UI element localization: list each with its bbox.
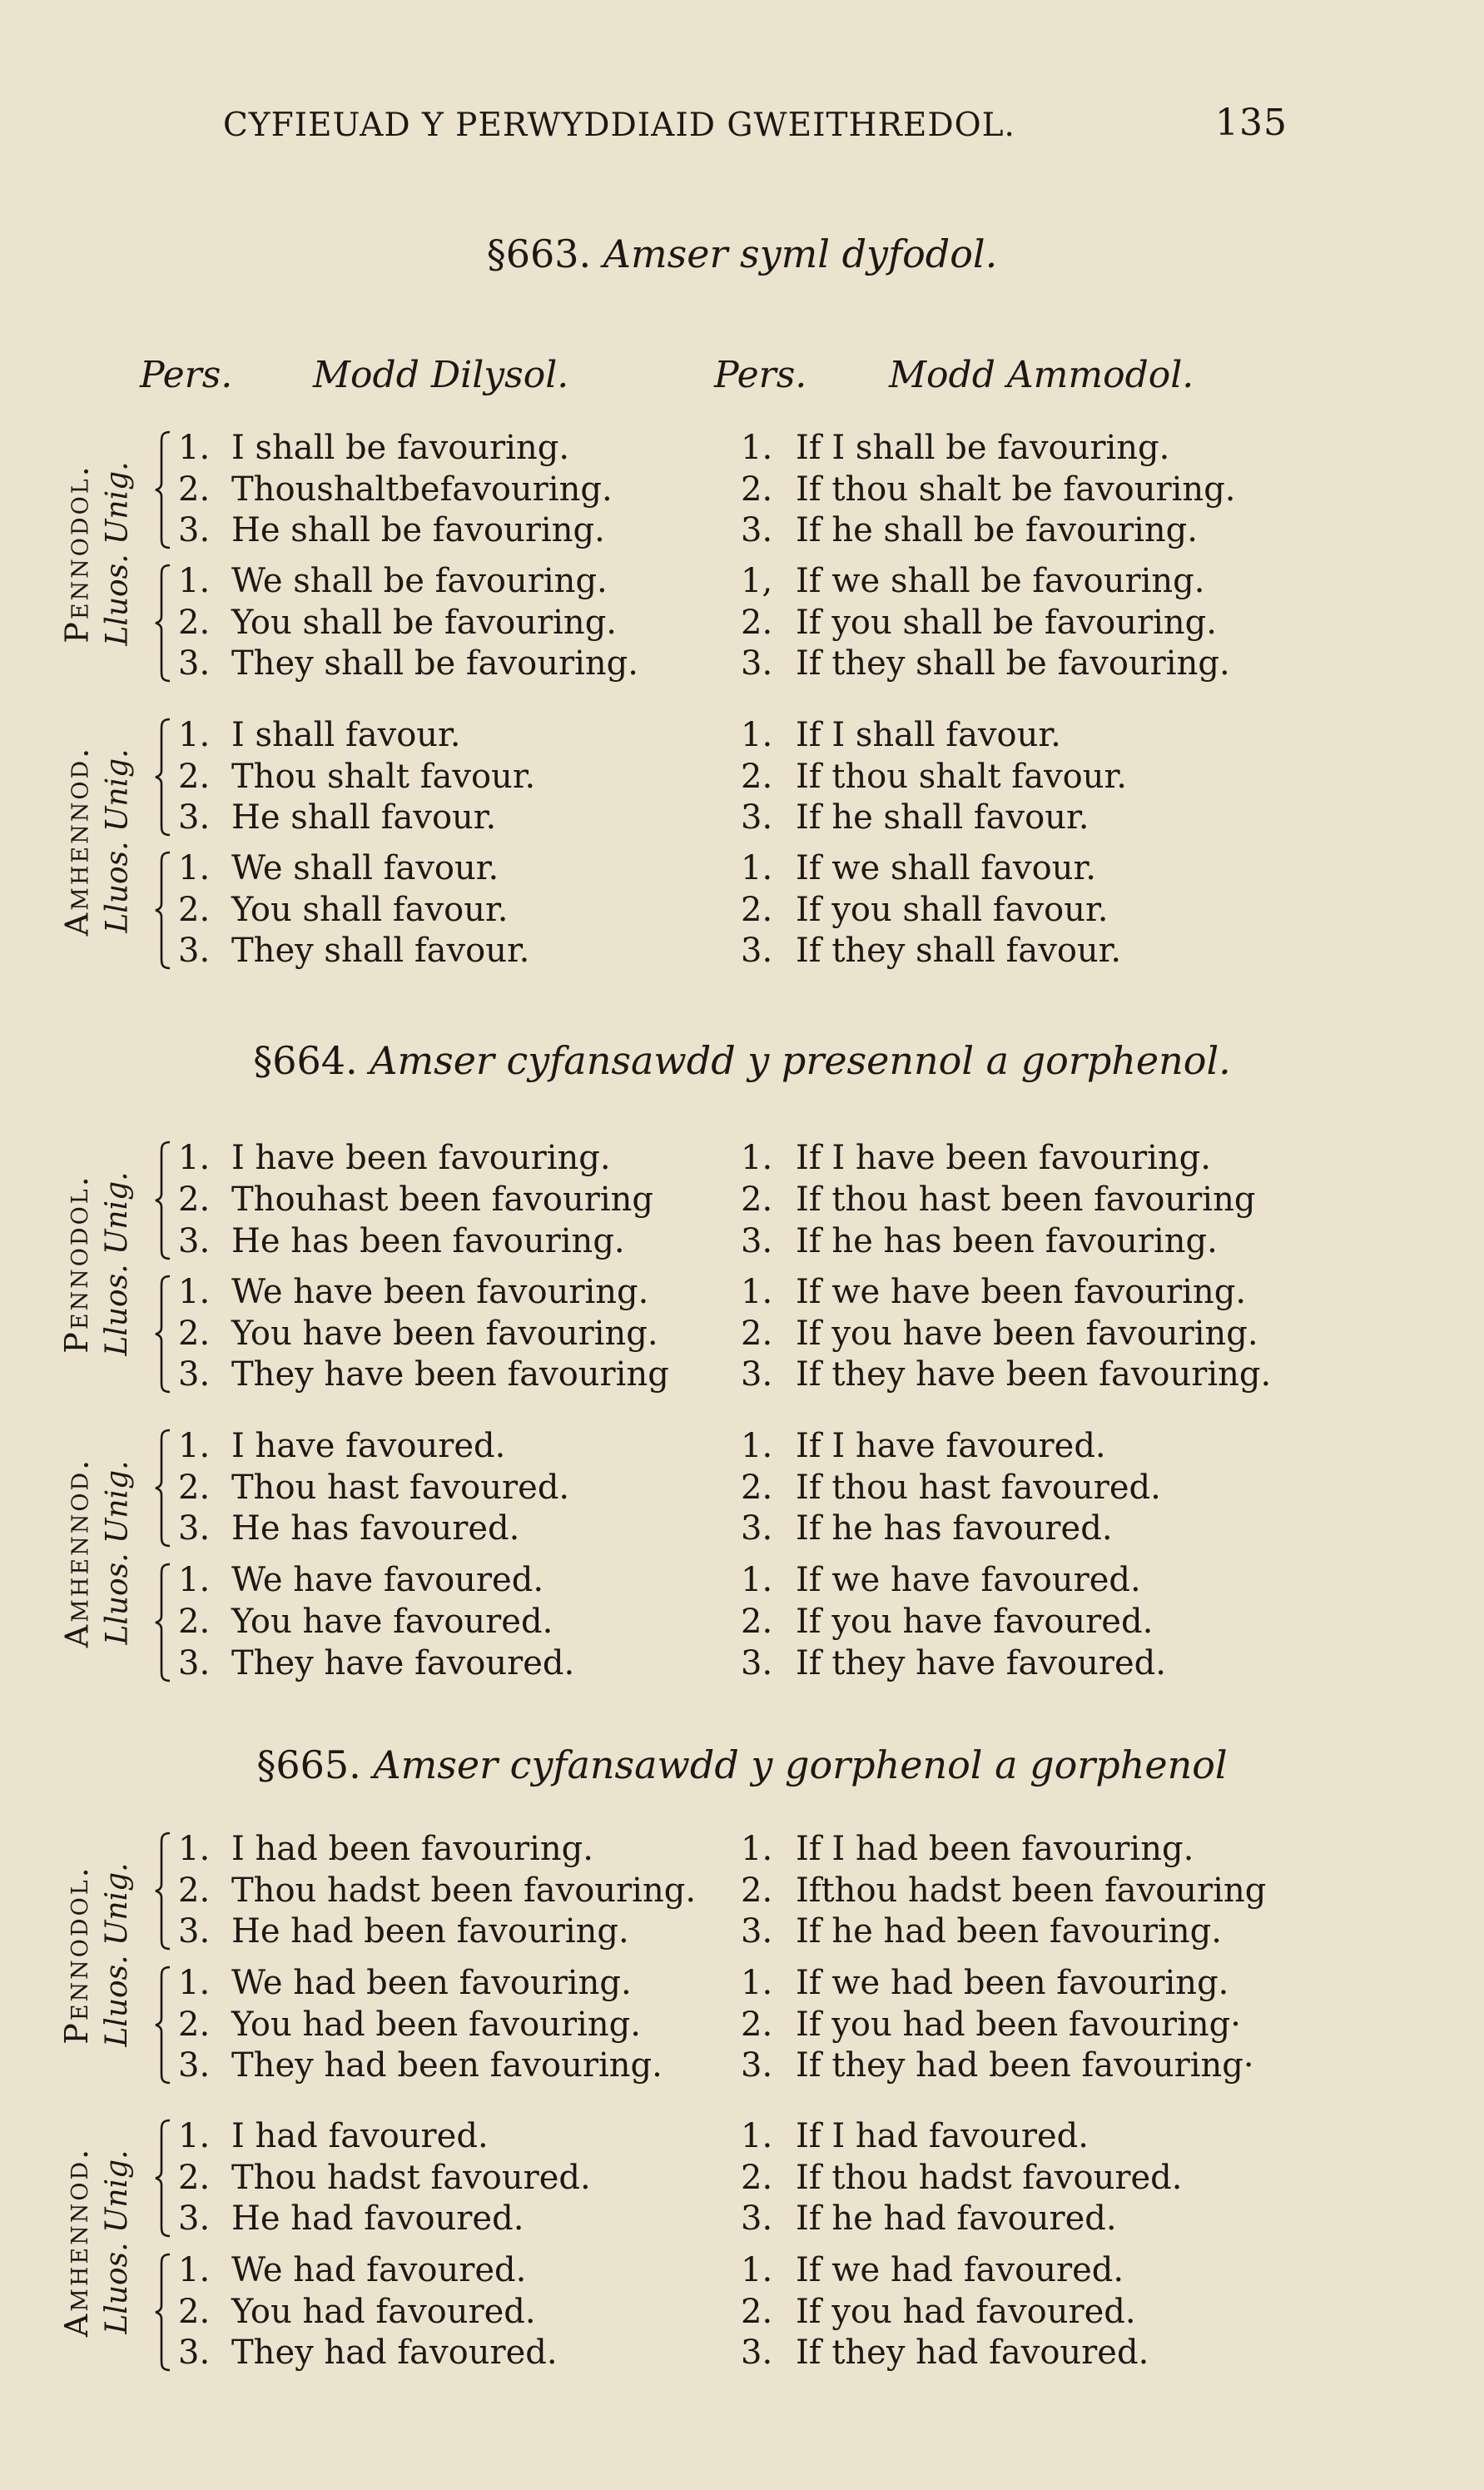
indicative-form: They had been favouring. — [231, 2046, 663, 2085]
conjugation-row — [0, 2159, 1484, 2199]
person-number: 2. — [741, 1469, 773, 1507]
person-number: 3. — [741, 2046, 773, 2085]
conjugation-row — [0, 1871, 1484, 1911]
person-number: 1. — [178, 1427, 211, 1465]
person-number: 1. — [178, 1964, 211, 2002]
conjugation-row — [0, 1355, 1484, 1395]
person-number: 3. — [741, 1222, 773, 1260]
conjugation-row — [0, 2251, 1484, 2291]
person-number: 1. — [178, 716, 211, 754]
person-number: 2. — [178, 2293, 211, 2331]
person-number: 3. — [741, 2333, 773, 2372]
person-number: 3. — [178, 1644, 211, 1682]
conditional-form: If he has favoured. — [796, 1509, 1113, 1548]
tense-name: Amser syml dyfodol. — [603, 231, 998, 276]
indicative-form: You had been favouring. — [231, 2005, 641, 2044]
conjugation-row — [0, 2005, 1484, 2045]
indicative-form: He shall be favouring. — [231, 511, 605, 549]
conjugation-row — [0, 1912, 1484, 1952]
indicative-form: They have been favouring — [231, 1355, 669, 1394]
indicative-form: I have been favouring. — [231, 1139, 611, 1177]
conditional-form: If he has been favouring. — [796, 1222, 1218, 1260]
tense-name: Amser cyfansawdd y presennol a gorphenol. — [370, 1038, 1231, 1083]
conjugation-row — [0, 1273, 1484, 1313]
indicative-form: He had favoured. — [231, 2199, 524, 2238]
person-number: 3. — [741, 1912, 773, 1951]
person-number: 1. — [741, 1139, 773, 1177]
running-header — [0, 102, 1484, 152]
person-number: 3. — [741, 798, 773, 837]
conjugation-row — [0, 1603, 1484, 1643]
conjugation-row — [0, 470, 1484, 510]
indicative-form: You have favoured. — [231, 1603, 553, 1641]
conditional-form: If we shall favour. — [796, 849, 1096, 887]
person-number: 3. — [741, 511, 773, 549]
indicative-form: You shall be favouring. — [231, 604, 618, 642]
person-number: 1. — [741, 849, 773, 887]
conjugation-row — [0, 932, 1484, 972]
conditional-form: If they have been favouring. — [796, 1355, 1272, 1394]
conjugation-row — [0, 2046, 1484, 2086]
person-label: Amhennod. — [58, 1457, 95, 1648]
person-number: 2. — [178, 1871, 211, 1910]
indicative-form: He has favoured. — [231, 1509, 520, 1548]
conditional-form: If we shall be favouring. — [796, 562, 1205, 600]
conditional-form: If we had been favouring. — [796, 1964, 1229, 2002]
conditional-form: If I have been favouring. — [796, 1139, 1211, 1177]
person-number: 1. — [741, 1830, 773, 1868]
indicative-form: You had favoured. — [231, 2293, 536, 2331]
indicative-form: We shall be favouring. — [231, 562, 608, 600]
indicative-form: I had been favouring. — [231, 1830, 593, 1868]
person-label: Pennodol. — [58, 1174, 95, 1354]
pers-header-right: Pers. — [714, 354, 807, 396]
conjugation-row — [0, 1427, 1484, 1467]
person-number: 1. — [178, 429, 211, 467]
conjugation-row — [0, 2333, 1484, 2373]
indicative-form: Thoushaltbefavouring. — [231, 470, 613, 509]
number-label: Lluos. Unig. — [100, 2150, 134, 2334]
conditional-form: If he shall favour. — [796, 798, 1089, 837]
conditional-form: If thou shalt be favouring. — [796, 470, 1236, 509]
number-label: Lluos. Unig. — [100, 1862, 134, 2047]
conjugation-row — [0, 716, 1484, 756]
conditional-form: If I had been favouring. — [796, 1830, 1194, 1868]
person-number: 3. — [741, 2199, 773, 2238]
person-number: 1. — [178, 2251, 211, 2289]
indicative-form: I shall favour. — [231, 716, 461, 754]
conditional-form: Ifthou hadst been favouring — [796, 1871, 1267, 1910]
number-label: Lluos. Unig. — [100, 1171, 134, 1356]
person-number: 2. — [178, 604, 211, 642]
conditional-form: If we have favoured. — [796, 1561, 1141, 1599]
indicative-form: We have favoured. — [231, 1561, 544, 1599]
conjugation-row — [0, 1561, 1484, 1601]
conjugation-row — [0, 1222, 1484, 1262]
running-title: CYFIEUAD Y PERWYDDIAID GWEITHREDOL. — [223, 107, 1015, 144]
conditional-form: If thou hast been favouring — [796, 1180, 1256, 1219]
indicative-form: We had been favouring. — [231, 1964, 632, 2002]
person-number: 1. — [741, 429, 773, 467]
person-number: 2. — [741, 1603, 773, 1641]
person-number: 2. — [178, 1603, 211, 1641]
person-number: 2. — [741, 758, 773, 796]
person-number: 1. — [741, 1427, 773, 1465]
person-number: 3. — [178, 2046, 211, 2085]
person-number: 2. — [741, 2293, 773, 2331]
indicative-form: You shall favour. — [231, 891, 509, 929]
person-number: 1. — [741, 2251, 773, 2289]
conditional-form: If they have favoured. — [796, 1644, 1166, 1682]
conjugation-row — [0, 1644, 1484, 1684]
person-number: 1. — [178, 1139, 211, 1177]
conditional-form: If they had favoured. — [796, 2333, 1149, 2372]
person-number: 3. — [741, 1355, 773, 1394]
conditional-form: If you shall be favouring. — [796, 604, 1217, 642]
conditional-form: If thou hadst favoured. — [796, 2159, 1183, 2197]
person-label: Amhennod. — [58, 745, 95, 936]
indicative-form: They had favoured. — [231, 2333, 558, 2372]
conditional-form: If we had favoured. — [796, 2251, 1124, 2289]
person-number: 1, — [741, 562, 773, 600]
conjugation-row — [0, 511, 1484, 551]
conjugation-row — [0, 429, 1484, 469]
column-headers — [0, 354, 1484, 404]
indicative-form: He has been favouring. — [231, 1222, 625, 1260]
person-number: 1. — [741, 716, 773, 754]
section-number: §663. — [486, 231, 592, 276]
conditional-form: If you had been favouring· — [796, 2005, 1241, 2044]
person-number: 2. — [178, 891, 211, 929]
conditional-form: If I shall be favouring. — [796, 429, 1170, 467]
person-number: 3. — [178, 1355, 211, 1394]
indicative-form: Thouhast been favouring — [231, 1180, 654, 1219]
section-number: §665. — [256, 1742, 361, 1787]
person-label: Pennodol. — [58, 463, 95, 644]
indicative-form: They shall be favouring. — [231, 644, 638, 683]
conjugation-row — [0, 2293, 1484, 2333]
person-number: 3. — [178, 798, 211, 837]
conjugation-row — [0, 1509, 1484, 1549]
conjugation-row — [0, 798, 1484, 838]
person-number: 3. — [178, 1509, 211, 1548]
conjugation-row — [0, 1139, 1484, 1179]
conditional-form: If he had favoured. — [796, 2199, 1117, 2238]
conditional-form: If thou hast favoured. — [796, 1469, 1161, 1507]
conjugation-row — [0, 1830, 1484, 1870]
section-title — [0, 1038, 1484, 1083]
indicative-form: We shall favour. — [231, 849, 499, 887]
person-number: 3. — [741, 644, 773, 683]
person-number: 2. — [178, 2005, 211, 2044]
person-number: 2. — [741, 2159, 773, 2197]
person-number: 3. — [178, 511, 211, 549]
person-number: 3. — [178, 2199, 211, 2238]
number-label: Lluos. Unig. — [100, 748, 134, 933]
tense-name: Amser cyfansawdd y gorphenol a gorphenol — [373, 1742, 1228, 1787]
person-number: 1. — [741, 1561, 773, 1599]
section-number: §664. — [253, 1038, 358, 1083]
conditional-form: If thou shalt favour. — [796, 758, 1127, 796]
conjugation-row — [0, 2199, 1484, 2239]
conditional-form: If he shall be favouring. — [796, 511, 1198, 549]
conditional-form: If I shall favour. — [796, 716, 1061, 754]
indicative-form: I shall be favouring. — [231, 429, 570, 467]
person-number: 3. — [741, 1509, 773, 1548]
person-number: 3. — [178, 1912, 211, 1951]
person-number: 2. — [178, 1315, 211, 1353]
person-number: 2. — [178, 2159, 211, 2197]
person-number: 1. — [741, 1273, 773, 1311]
person-number: 3. — [741, 932, 773, 970]
person-number: 2. — [741, 604, 773, 642]
person-number: 2. — [741, 470, 773, 509]
person-number: 2. — [178, 470, 211, 509]
mood-header-conditional: Modd Ammodol. — [889, 354, 1194, 396]
person-number: 2. — [741, 891, 773, 929]
section-title — [0, 231, 1484, 276]
person-number: 1. — [741, 2117, 773, 2155]
pers-header-left: Pers. — [140, 354, 233, 396]
conditional-form: If I had favoured. — [796, 2117, 1089, 2155]
mood-header-indicative: Modd Dilysol. — [313, 354, 569, 396]
person-number: 2. — [741, 1315, 773, 1353]
person-number: 3. — [178, 644, 211, 683]
conjugation-row — [0, 758, 1484, 798]
person-number: 3. — [178, 2333, 211, 2372]
conditional-form: If you had favoured. — [796, 2293, 1136, 2331]
person-label: Pennodol. — [58, 1865, 95, 2045]
person-number: 2. — [178, 1469, 211, 1507]
indicative-form: We had favoured. — [231, 2251, 527, 2289]
section-title — [0, 1742, 1484, 1787]
indicative-form: Thou hast favoured. — [231, 1469, 570, 1507]
person-number: 2. — [741, 2005, 773, 2044]
indicative-form: We have been favouring. — [231, 1273, 649, 1311]
indicative-form: You have been favouring. — [231, 1315, 658, 1353]
conjugation-row — [0, 891, 1484, 931]
conjugation-row — [0, 562, 1484, 602]
conditional-form: If you have been favouring. — [796, 1315, 1258, 1353]
indicative-form: He shall favour. — [231, 798, 497, 837]
person-number: 3. — [178, 1222, 211, 1260]
person-number: 3. — [178, 932, 211, 970]
conjugation-row — [0, 604, 1484, 644]
conditional-form: If they had been favouring· — [796, 2046, 1254, 2085]
conditional-form: If you have favoured. — [796, 1603, 1154, 1641]
indicative-form: Thou hadst been favouring. — [231, 1871, 697, 1910]
indicative-form: I had favoured. — [231, 2117, 489, 2155]
person-number: 2. — [741, 1871, 773, 1910]
person-number: 1. — [178, 1561, 211, 1599]
person-number: 3. — [741, 1644, 773, 1682]
conjugation-row — [0, 644, 1484, 684]
conditional-form: If I have favoured. — [796, 1427, 1106, 1465]
conditional-form: If we have been favouring. — [796, 1273, 1247, 1311]
person-number: 2. — [178, 1180, 211, 1219]
conjugation-row — [0, 1964, 1484, 2004]
conjugation-row — [0, 1315, 1484, 1354]
conjugation-row — [0, 1469, 1484, 1508]
person-number: 2. — [741, 1180, 773, 1219]
person-number: 1. — [178, 1830, 211, 1868]
person-number: 1. — [178, 2117, 211, 2155]
conjugation-row — [0, 2117, 1484, 2157]
indicative-form: He had been favouring. — [231, 1912, 629, 1951]
conditional-form: If they shall be favouring. — [796, 644, 1230, 683]
person-number: 1. — [178, 562, 211, 600]
person-number: 1. — [178, 849, 211, 887]
indicative-form: They have favoured. — [231, 1644, 575, 1682]
number-label: Lluos. Unig. — [100, 460, 134, 646]
indicative-form: Thou hadst favoured. — [231, 2159, 591, 2197]
conjugation-row — [0, 1180, 1484, 1220]
person-number: 2. — [178, 758, 211, 796]
person-number: 1. — [178, 1273, 211, 1311]
indicative-form: I have favoured. — [231, 1427, 506, 1465]
conditional-form: If he had been favouring. — [796, 1912, 1222, 1951]
indicative-form: Thou shalt favour. — [231, 758, 536, 796]
number-label: Lluos. Unig. — [100, 1459, 134, 1645]
conditional-form: If you shall favour. — [796, 891, 1109, 929]
person-label: Amhennod. — [58, 2146, 95, 2338]
page-number: 135 — [1215, 102, 1288, 144]
conditional-form: If they shall favour. — [796, 932, 1122, 970]
person-number: 1. — [741, 1964, 773, 2002]
conjugation-row — [0, 849, 1484, 889]
indicative-form: They shall favour. — [231, 932, 530, 970]
